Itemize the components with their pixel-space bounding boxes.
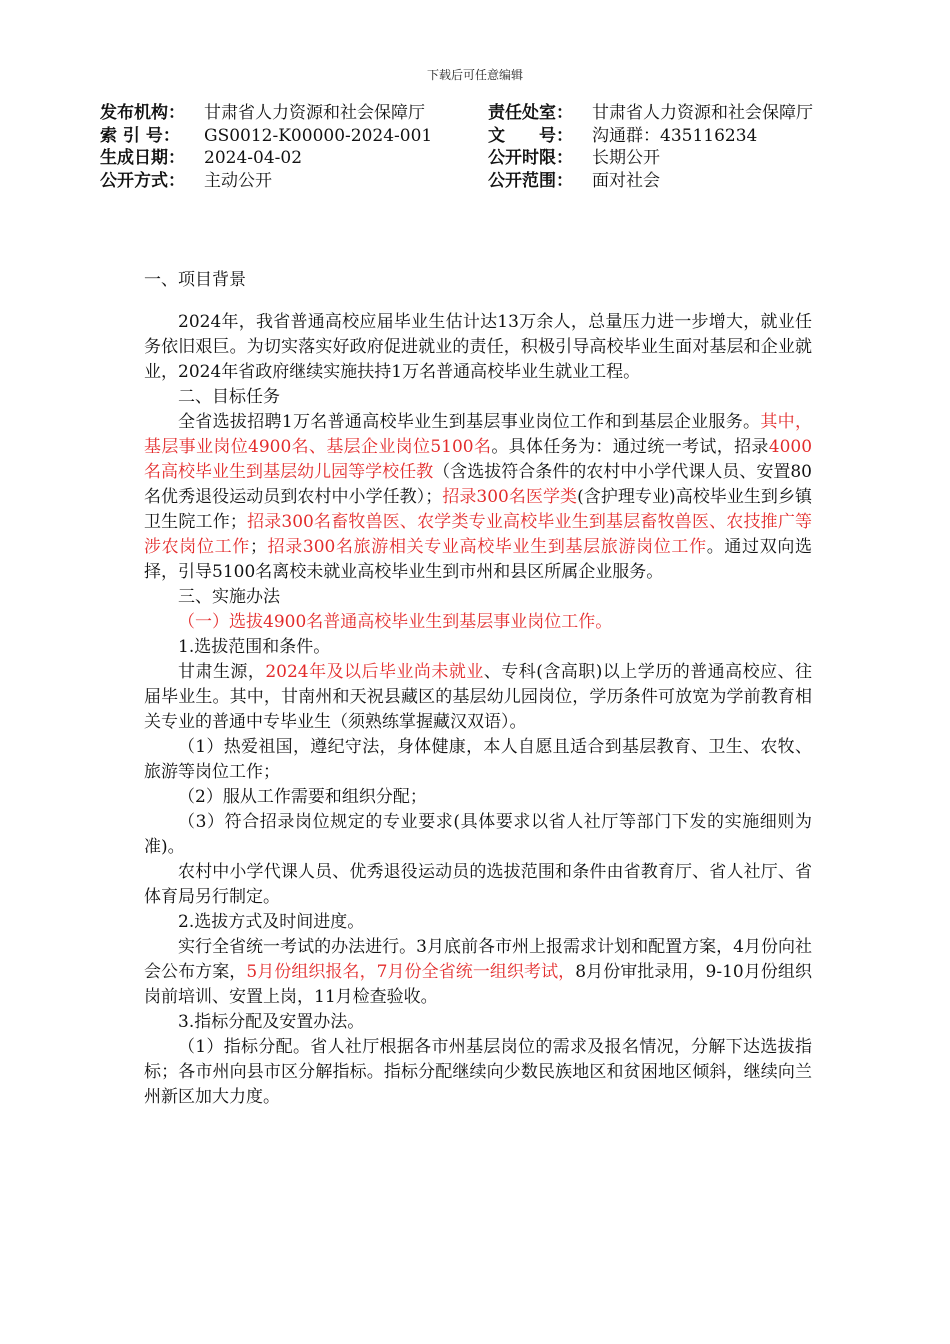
text-run: 8月份审批录用，9-10月份组织岗前培训、安置上岗，11月检查验收。 bbox=[144, 962, 812, 1007]
meta-label: 责任处室： bbox=[488, 103, 573, 123]
highlight-text: 其中，基层事业岗位4900名、基层企业岗位5100名 bbox=[144, 412, 812, 457]
meta-value: 甘肃省人力资源和社会保障厅 bbox=[204, 103, 425, 123]
condition-item: （2）服从工作需要和组织分配； bbox=[178, 787, 427, 807]
meta-row bbox=[100, 147, 860, 170]
item-heading: 3.指标分配及安置办法。 bbox=[178, 1012, 365, 1032]
meta-period bbox=[488, 147, 660, 170]
highlight-text: 招录300名医学类 bbox=[442, 487, 578, 507]
meta-label: 公开方式： bbox=[100, 170, 185, 191]
text-run: 全省选拔招聘1万名普通高校毕业生到基层事业岗位工作和到基层企业服务。 bbox=[178, 412, 761, 432]
meta-value: GS0012-K00000-2024-001 bbox=[204, 125, 433, 146]
paragraph-special: 农村中小学代课人员、优秀退役运动员的选拔范围和条件由省教育厅、省人社厅、省体育局另行制定。 bbox=[144, 862, 812, 907]
meta-value: 长期公开 bbox=[592, 148, 660, 168]
section-heading-methods: 三、实施办法 bbox=[178, 587, 280, 607]
text-run: 甘肃生源， bbox=[178, 662, 266, 682]
meta-label: 索 引 号： bbox=[100, 125, 180, 146]
meta-label: 文 号： bbox=[488, 125, 573, 146]
highlight-text: 5月份组织报名，7月份全省统一组织考试， bbox=[246, 962, 576, 982]
meta-value: 面对社会 bbox=[592, 170, 660, 191]
item-heading: 2.选拔方式及时间进度。 bbox=[178, 912, 365, 932]
paragraph-schedule bbox=[144, 935, 812, 1010]
paragraph-goals bbox=[144, 410, 812, 585]
text-run: （含选拔符合条件的农村中小学代课人员、安置80名优秀退役运动员到农村中小学任教）； bbox=[144, 462, 813, 507]
meta-label: 公开时限： bbox=[488, 148, 573, 168]
meta-value: 沟通群：435116234 bbox=[592, 125, 758, 146]
text-run: 实行全省统一考试的办法进行。3月底前各市州上报需求计划和配置方案，4月份向社会公布方案， bbox=[144, 937, 812, 982]
text-run: 。具体任务为：通过统一考试，招录 bbox=[491, 437, 769, 457]
meta-value: 2024-04-02 bbox=[204, 148, 303, 168]
meta-docno bbox=[488, 125, 757, 148]
text-run: 。通过双向选择，引导5100名离校未就业高校毕业生到市州和县区所属企业服务。 bbox=[144, 537, 813, 582]
meta-row bbox=[100, 102, 860, 125]
text-run: 、专科(含高职)以上学历的普通高校应、往届毕业生。其中，甘南州和天祝县藏区的基层幼儿园岗位，学历条件可放宽为学前教育相关专业的普通中专毕业生（须熟练掌握藏汉双语）。 bbox=[144, 662, 813, 732]
paragraph-allocation: （1）指标分配。省人社厅根据各市州基层岗位的需求及报名情况，分解下达选拔指标；各市州向县市区分解指标。指标分配继续向少数民族地区和贫困地区倾斜，继续向兰州新区加大力度。 bbox=[144, 1037, 812, 1107]
document-meta-table bbox=[100, 102, 860, 192]
highlight-text: 2024年及以后毕业尚未就业 bbox=[265, 662, 484, 682]
meta-value: 甘肃省人力资源和社会保障厅 bbox=[592, 103, 813, 123]
item-heading: 1.选拔范围和条件。 bbox=[178, 637, 331, 657]
text-run: (含护理专业)高校毕业生到乡镇卫生院工作； bbox=[144, 487, 813, 532]
meta-index bbox=[100, 125, 488, 148]
highlight-text: 4000名高校毕业生到基层幼儿园等学校任教 bbox=[144, 437, 813, 482]
meta-scope bbox=[488, 170, 660, 193]
meta-label: 公开范围： bbox=[488, 170, 573, 191]
highlight-text: 招录300名畜牧兽医、农学类专业高校毕业生到基层畜牧兽医、农技推广等涉农岗位工作 bbox=[144, 512, 812, 557]
meta-date bbox=[100, 147, 488, 170]
paragraph-eligibility bbox=[144, 660, 812, 735]
meta-row bbox=[100, 170, 860, 193]
header-note: 下载后可任意编辑 bbox=[426, 68, 523, 82]
document-body bbox=[144, 268, 812, 1110]
section-heading-background: 一、项目背景 bbox=[144, 270, 246, 290]
meta-method bbox=[100, 170, 488, 193]
section-heading-goals: 二、目标任务 bbox=[178, 387, 280, 407]
condition-item: （1）热爱祖国，遵纪守法，身体健康，本人自愿且适合到基层教育、卫生、农牧、旅游等岗位工作； bbox=[144, 737, 812, 782]
condition-item: （3）符合招录岗位规定的专业要求(具体要求以省人社厅等部门下发的实施细则为准)。 bbox=[144, 812, 812, 857]
meta-publisher bbox=[100, 102, 488, 125]
meta-value: 主动公开 bbox=[204, 170, 272, 191]
meta-label: 发布机构： bbox=[100, 103, 185, 123]
meta-row bbox=[100, 125, 860, 148]
subsection-heading: （一）选拔4900名普通高校毕业生到基层事业岗位工作。 bbox=[178, 612, 613, 632]
paragraph-background: 2024年，我省普通高校应届毕业生估计达13万余人，总量压力进一步增大，就业任务依旧艰巨。为切实落实好政府促进就业的责任，积极引导高校毕业生面对基层和企业就业，2024年省政府继续实施扶持1万名普通高校毕业生就业工程。 bbox=[144, 312, 812, 382]
highlight-text: 招录300名旅游相关专业高校毕业生到基层旅游岗位工作 bbox=[266, 537, 707, 557]
text-run: ； bbox=[249, 537, 267, 557]
meta-label: 生成日期： bbox=[100, 148, 185, 168]
meta-dept bbox=[488, 102, 813, 125]
